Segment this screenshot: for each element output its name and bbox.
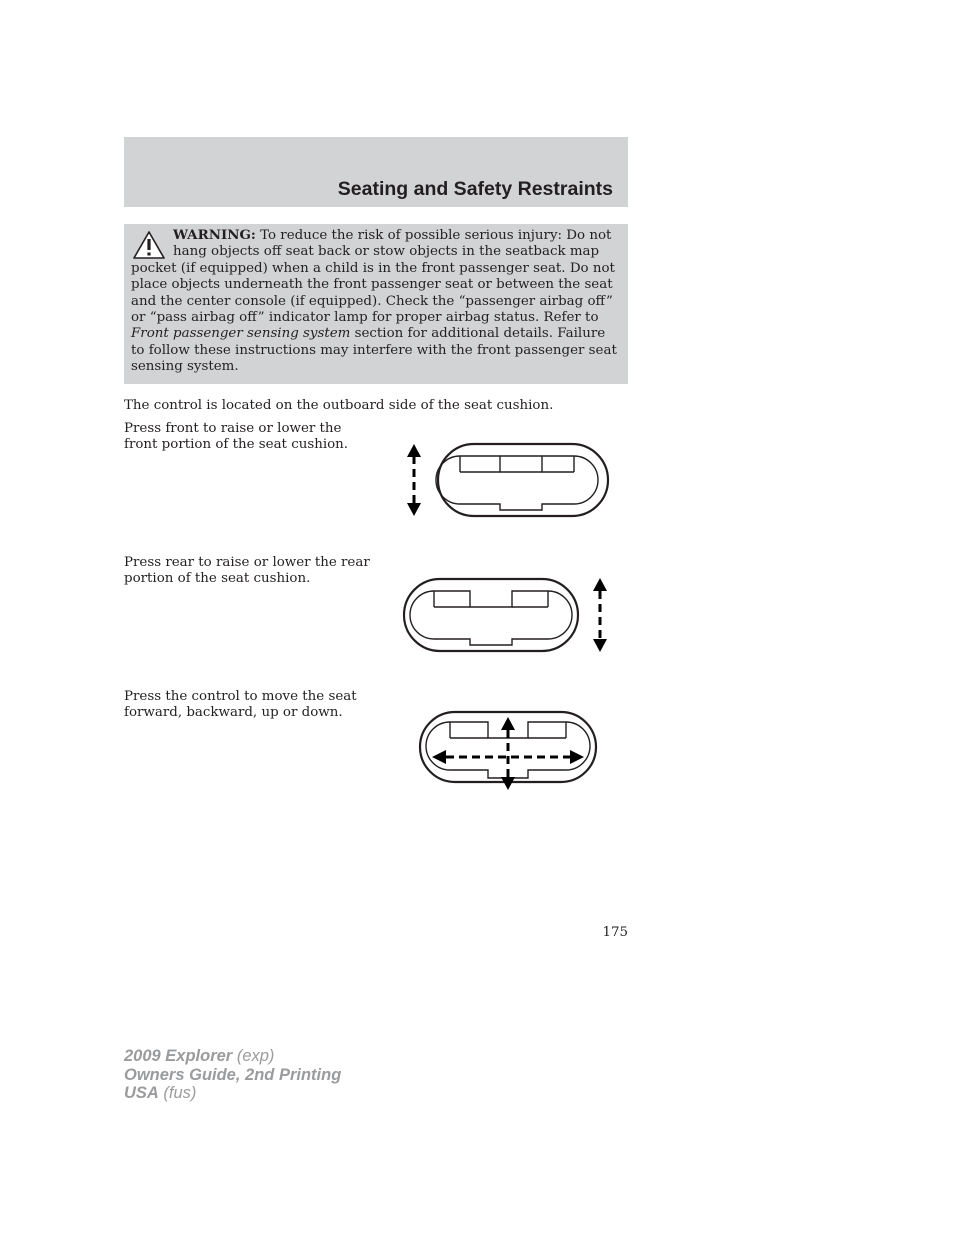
footer-line-2: Owners Guide, 2nd Printing (124, 1065, 342, 1084)
footer (124, 1047, 341, 1103)
step-rear-text: Press rear to raise or lower the rear portion of the seat cushion. (124, 555, 370, 587)
seat-control-front-up-down-icon (402, 438, 614, 522)
seat-control-four-way-icon (416, 708, 600, 794)
footer-market-code: (fus) (158, 1084, 197, 1102)
footer-market: USA (124, 1084, 159, 1102)
footer-model: 2009 Explorer (124, 1047, 233, 1065)
intro-paragraph: The control is located on the outboard side of the seat cushion. (124, 398, 554, 413)
warning-text-part2: section for additional details. Failure to follow these instructions may interfere with the front passenger seat sensing system. (131, 326, 617, 375)
warning-text (131, 227, 621, 376)
footer-line-3 (124, 1084, 341, 1103)
section-header-band (124, 137, 628, 207)
page-number: 175 (602, 925, 628, 940)
footer-model-code: (exp) (232, 1047, 275, 1065)
warning-reference: Front passenger sensing system (131, 326, 351, 342)
section-title: Seating and Safety Restraints (337, 178, 613, 200)
step-front-text: Press front to raise or lower the front portion of the seat cushion. (124, 421, 349, 453)
warning-box (124, 224, 628, 384)
warning-text-part1: To reduce the risk of possible serious injury: Do not hang objects off seat back or stow objects in the seatback map pocket (if equipped) when a child is in the front passenger seat. Do not place objects underneath the front passenger seat or between the seat and the center console (if equipped). Check the “passenger airbag off” or “pass airbag off” indicator lamp for proper airbag status. Refer to (131, 228, 615, 326)
footer-line-1 (124, 1047, 341, 1066)
step-four-way-text: Press the control to move the seat forward, backward, up or down. (124, 689, 357, 721)
warning-label: WARNING: (173, 227, 256, 243)
seat-control-rear-up-down-icon (400, 573, 614, 657)
